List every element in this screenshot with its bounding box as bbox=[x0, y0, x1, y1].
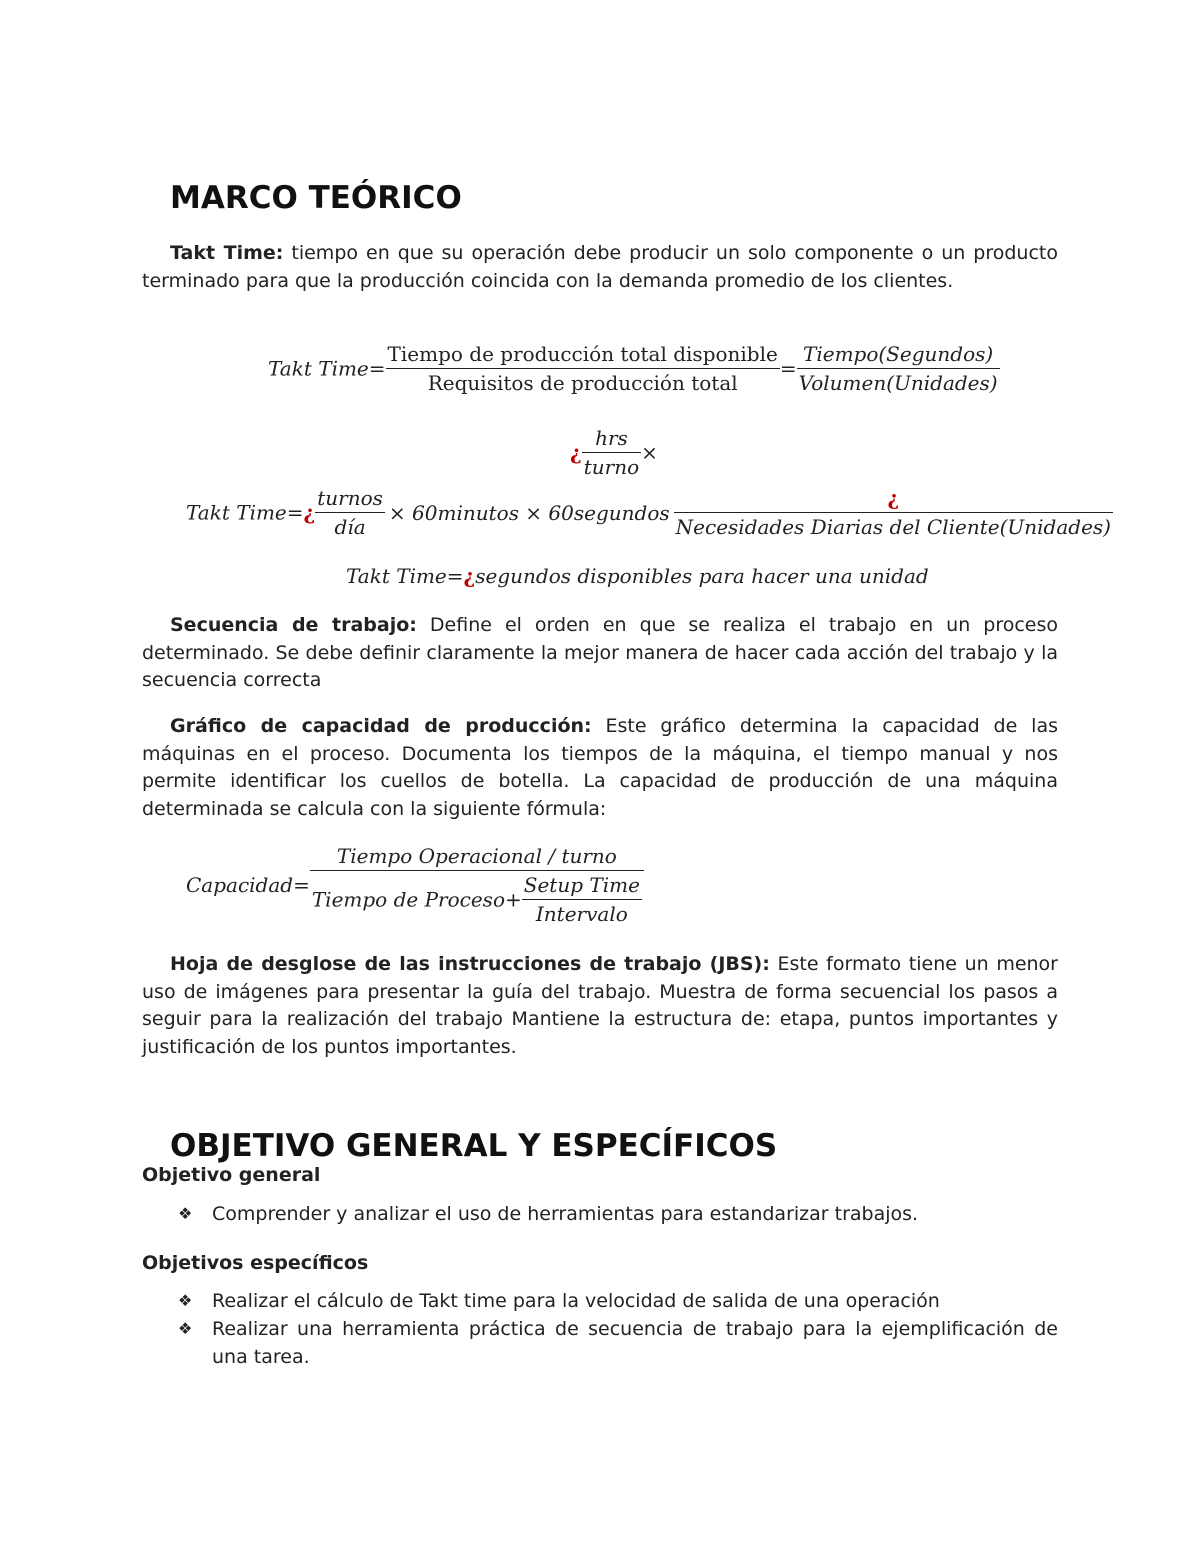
hoja-paragraph bbox=[142, 951, 1058, 1061]
eq4-fraction bbox=[310, 842, 644, 928]
eq4-lhs: Capacidad= bbox=[186, 873, 310, 897]
takt-time-formula-1 bbox=[268, 340, 1000, 397]
eq2-fraction-turnos bbox=[315, 484, 385, 541]
grafico-definition: Este gráfico determina la capacidad de las máquinas en el proceso. Documenta los tiempos de la máquina, el tiempo manual y nos permite identificar los cuellos de botella. La capacidad de producción de una máquina determinada se calcula con la siguiente fórmula: bbox=[142, 715, 1058, 820]
eq2-top-fraction bbox=[582, 424, 641, 481]
eq1-denominator-2: Volumen(Unidades) bbox=[798, 371, 998, 395]
eq2-top-error-mark: ¿ bbox=[570, 440, 582, 465]
eq1-fraction-2 bbox=[797, 340, 1000, 397]
section-heading-marco-teorico: MARCO TEÓRICO bbox=[170, 180, 462, 216]
eq2-error-mark: ¿ bbox=[303, 500, 316, 525]
secuencia-definition: Define el orden en que se realiza el trabajo en un proceso determinado. Se debe definir claramente la mejor manera de hacer cada acción del trabajo y la secuencia correcta bbox=[142, 614, 1058, 691]
eq4-denominator: Tiempo de Proceso+ $\frac{\text{Setup Time}}{\text{Intervalo}}$ bbox=[311, 873, 640, 926]
eq1-numerator-1: Tiempo de producción total disponible bbox=[386, 340, 780, 369]
eq2-numerator: turnos bbox=[315, 484, 385, 513]
eq4-sub-numerator: Setup Time bbox=[522, 871, 642, 900]
objetivo-general-heading: Objetivo general bbox=[142, 1164, 321, 1186]
eq2-denominator: día bbox=[334, 515, 366, 539]
eq2-top-times: × bbox=[641, 440, 658, 465]
eq4-numerator: Tiempo Operacional / turno bbox=[310, 842, 644, 871]
objetivo-general-list bbox=[142, 1200, 1058, 1228]
eq2-big-fraction bbox=[674, 484, 1113, 541]
secuencia-paragraph bbox=[142, 612, 1058, 695]
hoja-definition: Este formato tiene un menor uso de imágenes para presentar la guía del trabajo. Muestra de forma secuencial los pasos a seguir para la realización del trabajo Mantiene la estructura de: etapa, puntos importantes y justificación de los puntos importantes. bbox=[142, 953, 1058, 1058]
eq2-big-numerator: ¿ bbox=[674, 484, 1113, 513]
takt-time-paragraph bbox=[142, 240, 1058, 295]
eq3-error-mark: ¿ bbox=[463, 564, 476, 588]
eq1-fraction-1 bbox=[386, 340, 780, 397]
takt-time-formula-2 bbox=[186, 484, 1113, 541]
grafico-term: Gráfico de capacidad de producción: bbox=[170, 715, 592, 737]
list-item: ❖ Realizar una herramienta práctica de secuencia de trabajo para la ejemplificación de una tarea. bbox=[142, 1315, 1058, 1371]
eq4-sub-fraction bbox=[522, 871, 642, 928]
eq1-lhs: Takt Time= bbox=[268, 356, 386, 381]
eq1-denominator-1: Requisitos de producción total bbox=[427, 371, 738, 395]
section-heading-objetivos: OBJETIVO GENERAL Y ESPECÍFICOS bbox=[170, 1128, 778, 1164]
diamond-bullet-icon: ❖ bbox=[178, 1291, 193, 1310]
eq3-lhs: Takt Time= bbox=[346, 564, 464, 588]
eq2-top-denominator: turno bbox=[583, 455, 640, 479]
takt-time-formula-3 bbox=[346, 564, 929, 588]
eq1-numerator-2: Tiempo(Segundos) bbox=[797, 340, 1000, 369]
capacidad-formula bbox=[186, 842, 644, 928]
eq3-rhs: segundos disponibles para hacer una unidad bbox=[475, 564, 929, 588]
eq4-sub-denominator: Intervalo bbox=[535, 902, 628, 926]
list-item: ❖ Comprender y analizar el uso de herramientas para estandarizar trabajos. bbox=[142, 1200, 1058, 1228]
hoja-term: Hoja de desglose de las instrucciones de trabajo (JBS): bbox=[170, 953, 770, 975]
eq2-top-numerator: hrs bbox=[582, 424, 641, 453]
grafico-paragraph bbox=[142, 713, 1058, 823]
diamond-bullet-icon: ❖ bbox=[178, 1204, 193, 1223]
eq2-big-denominator: Necesidades Diarias del Cliente(Unidades) bbox=[675, 515, 1111, 539]
takt-time-formula-2-top bbox=[570, 424, 658, 481]
takt-time-definition: tiempo en que su operación debe producir un solo componente o un producto terminado para que la producción coincida con la demanda promedio de los clientes. bbox=[142, 242, 1058, 292]
diamond-bullet-icon: ❖ bbox=[178, 1319, 193, 1338]
list-item: ❖ Realizar el cálculo de Takt time para la velocidad de salida de una operación bbox=[142, 1287, 1058, 1315]
objetivos-especificos-heading: Objetivos específicos bbox=[142, 1252, 369, 1274]
eq1-equals: = bbox=[779, 356, 797, 381]
secuencia-term: Secuencia de trabajo: bbox=[170, 614, 417, 636]
eq2-middle-terms: × 60minutos × 60segundos bbox=[388, 500, 670, 525]
objetivos-especificos-list bbox=[142, 1287, 1058, 1371]
eq2-lhs: Takt Time= bbox=[186, 500, 304, 525]
takt-time-term: Takt Time: bbox=[170, 242, 284, 264]
